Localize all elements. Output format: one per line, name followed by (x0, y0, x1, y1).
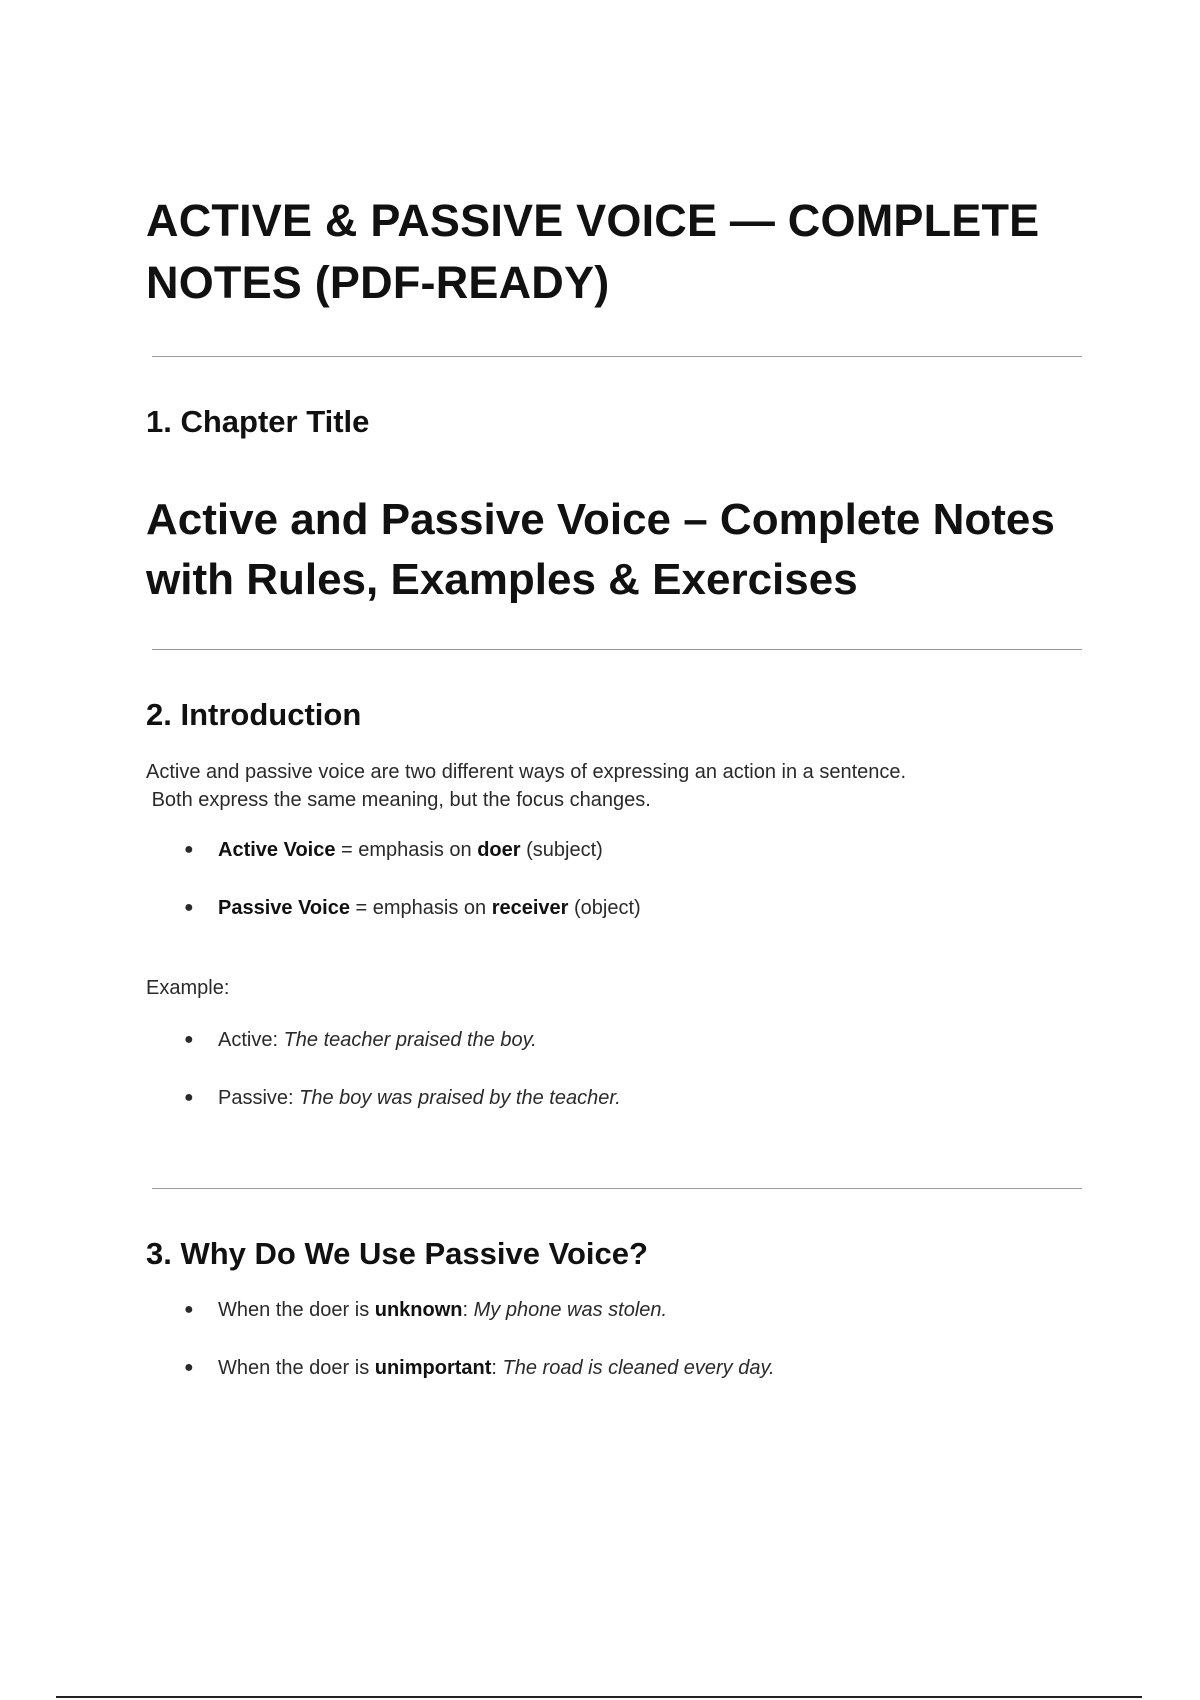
definition-text: = emphasis on (335, 839, 478, 861)
intro-paragraph (146, 758, 1086, 814)
document-title: ACTIVE & PASSIVE VOICE — COMPLETE NOTES (PDF-READY) (146, 195, 1040, 308)
section-1-heading: 1. Chapter Title (146, 404, 370, 439)
example-label-text: Active: (218, 1029, 284, 1051)
example-label-text: Passive: (218, 1087, 300, 1109)
bullet-icon: ● (184, 1089, 194, 1106)
intro-line-2: Both express the same meaning, but the focus changes. (151, 789, 651, 811)
focus-word: receiver (491, 897, 569, 919)
reason-key: unimportant (374, 1357, 492, 1379)
reason-colon: : (491, 1357, 503, 1379)
bullet-icon: ● (184, 1359, 194, 1376)
intro-line-1: Active and passive voice are two different ways of expressing an action in a sentence. (146, 761, 907, 783)
reason-lead: When the doer is (218, 1299, 375, 1321)
term: Passive Voice (218, 897, 350, 919)
list-item (146, 836, 1086, 864)
definitions-list (146, 836, 1086, 922)
section-3-heading: 3. Why Do We Use Passive Voice? (146, 1236, 648, 1271)
term: Active Voice (218, 839, 336, 861)
list-item (146, 1296, 1086, 1324)
example-label: Example: (146, 977, 230, 999)
bullet-icon: ● (184, 841, 194, 858)
definition-text: = emphasis on (349, 897, 492, 919)
reason-example: The road is cleaned every day. (502, 1357, 775, 1379)
list-item (146, 894, 1086, 922)
definition-tail: (object) (568, 897, 641, 919)
bullet-icon: ● (184, 899, 194, 916)
list-item (146, 1026, 1086, 1054)
example-sentence: The boy was praised by the teacher. (299, 1087, 621, 1109)
reason-colon: : (462, 1299, 474, 1321)
bullet-icon: ● (184, 1031, 194, 1048)
page-bottom-border (56, 1696, 1142, 1698)
list-item (146, 1084, 1086, 1112)
reason-key: unknown (374, 1299, 463, 1321)
focus-word: doer (477, 839, 521, 861)
reason-lead: When the doer is (218, 1357, 375, 1379)
bullet-icon: ● (184, 1301, 194, 1318)
chapter-title: Active and Passive Voice – Complete Notes with Rules, Examples & Exercises (146, 495, 1055, 604)
document-content (146, 190, 1086, 1382)
example-sentence: The teacher praised the boy. (283, 1029, 537, 1051)
definition-tail: (subject) (520, 839, 603, 861)
section-2-heading: 2. Introduction (146, 697, 362, 732)
list-item (146, 1354, 1086, 1382)
examples-list (146, 1026, 1086, 1112)
reason-example: My phone was stolen. (473, 1299, 668, 1321)
reasons-list (146, 1296, 1086, 1382)
